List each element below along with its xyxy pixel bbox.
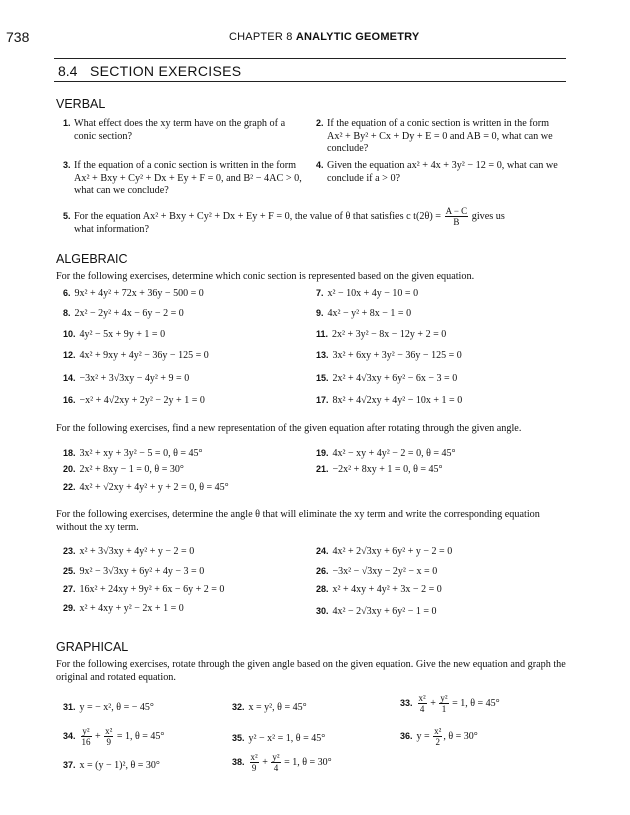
- fraction: [104, 726, 113, 747]
- exercise-number: 6.: [63, 288, 71, 298]
- exercise-13: [316, 349, 462, 362]
- equation: 2x² + 8xy − 1 = 0, θ = 30°: [79, 464, 184, 475]
- fraction-denominator: 4: [419, 704, 425, 714]
- exercise-number: 29.: [63, 603, 76, 613]
- exercise-31: [63, 701, 154, 714]
- exercise-number: 2.: [316, 118, 324, 128]
- equation: 2x² − 2y² + 4x − 6y − 2 = 0: [74, 308, 184, 319]
- exercise-number: 16.: [63, 395, 76, 405]
- section-number: 8.4: [58, 63, 78, 79]
- equation: 16x² + 24xy + 9y² + 6x − 6y + 2 = 0: [79, 584, 225, 595]
- exercise-number: 3.: [63, 160, 71, 170]
- exercise-number: 14.: [63, 373, 76, 383]
- exercise-number: 24.: [316, 546, 329, 556]
- exercise-20: [63, 463, 184, 476]
- exercise-number: 23.: [63, 546, 76, 556]
- exercise-number: 32.: [232, 702, 245, 712]
- equation: y = − x², θ = − 45°: [79, 702, 154, 713]
- exercise-number: 10.: [63, 329, 76, 339]
- exercise-number: 17.: [316, 395, 329, 405]
- algebraic-intro-2: For the following exercises, find a new representation of the given equation after rotating through the given angle.: [56, 423, 522, 434]
- exercise-number: 11.: [316, 329, 329, 339]
- equation: 4x² + 9xy + 4y² − 36y − 125 = 0: [79, 350, 209, 361]
- fraction-denominator: 4: [273, 763, 279, 773]
- exercise-14: [63, 372, 189, 385]
- exercise-number: 22.: [63, 482, 76, 492]
- fraction-numerator: y²: [272, 752, 280, 762]
- exercise-number: 27.: [63, 584, 76, 594]
- fraction: [439, 693, 448, 714]
- exercise-27: [63, 583, 224, 596]
- exercise-37: [63, 759, 160, 772]
- equation-rest: , θ = 30°: [443, 730, 478, 742]
- equation-rest: = 1, θ = 45°: [452, 697, 500, 709]
- algebraic-heading: ALGEBRAIC: [56, 252, 128, 266]
- exercise-32: [232, 701, 307, 714]
- exercise-25: [63, 565, 204, 578]
- exercise-text-part-b: gives us: [471, 210, 505, 222]
- operator: +: [262, 756, 268, 768]
- exercise-12: [63, 349, 209, 362]
- fraction-numerator: y²: [440, 693, 448, 703]
- exercise-number: 9.: [316, 308, 324, 318]
- exercise-number: 12.: [63, 350, 76, 360]
- equation: x² + 4xy + y² − 2x + 1 = 0: [79, 603, 184, 614]
- equation: 8x² + 4√2xy + 4y² − 10x + 1 = 0: [332, 395, 463, 406]
- exercise-number: 7.: [316, 288, 324, 298]
- exercise-number: 35.: [232, 733, 245, 743]
- exercise-7: [316, 287, 418, 300]
- exercise-17: [316, 394, 462, 407]
- equation: 4x² + 2√3xy + 6y² + y − 2 = 0: [332, 546, 453, 557]
- algebraic-intro-1: For the following exercises, determine which conic section is represented based on the given equation.: [56, 271, 475, 282]
- exercise-33: [400, 693, 500, 714]
- fraction-denominator: B: [453, 217, 460, 227]
- exercise-number: 13.: [316, 350, 329, 360]
- operator: +: [95, 730, 101, 742]
- equation: 4x² + √2xy + 4y² + y + 2 = 0, θ = 45°: [79, 482, 229, 493]
- exercise-30: [316, 605, 437, 618]
- graphical-heading: GRAPHICAL: [56, 640, 129, 654]
- fraction-denominator: 9: [251, 763, 257, 773]
- fraction: [81, 726, 92, 747]
- equation: −x² + 4√2xy + 2y² − 2y + 1 = 0: [79, 395, 205, 406]
- exercise-number: 38.: [232, 756, 245, 767]
- fraction-denominator: 1: [441, 704, 447, 714]
- exercise-text: Given the equation ax² + 4x + 3y² − 12 = 0, what can we conclude if a > 0?: [327, 160, 558, 184]
- exercise-number: 20.: [63, 464, 76, 474]
- fraction: [418, 693, 427, 714]
- fraction: [271, 752, 280, 773]
- exercise-15: [316, 372, 457, 385]
- equation: 9x² − 3√3xy + 6y² + 4y − 3 = 0: [79, 566, 205, 577]
- equation: −3x² + 3√3xy − 4y² + 9 = 0: [79, 373, 190, 384]
- exercise-number: 5.: [63, 211, 71, 221]
- page-number: 738: [6, 29, 30, 45]
- exercise-number: 4.: [316, 160, 324, 170]
- equation: x = y², θ = 45°: [248, 702, 307, 713]
- exercise-number: 21.: [316, 464, 329, 474]
- exercise-number: 1.: [63, 118, 71, 128]
- exercise-number: 34.: [63, 730, 76, 741]
- exercise-24: [316, 545, 452, 558]
- exercise-number: 28.: [316, 584, 329, 594]
- fraction-denominator: 9: [106, 737, 111, 747]
- equation: −2x² + 8xy + 1 = 0, θ = 45°: [332, 464, 443, 475]
- exercise-36: [400, 726, 478, 747]
- fraction-numerator: x²: [434, 726, 442, 736]
- fraction: [250, 752, 259, 773]
- equation: y² − x² = 1, θ = 45°: [248, 733, 326, 744]
- exercise-6: [63, 287, 204, 300]
- fraction-numerator: x²: [250, 752, 258, 762]
- fraction-numerator: x²: [105, 726, 113, 736]
- equation-rest: = 1, θ = 45°: [116, 730, 165, 742]
- exercise-38: [232, 752, 332, 773]
- exercise-19: [316, 447, 456, 460]
- exercise-text: What effect does the xy term have on the graph of a conic section?: [74, 118, 286, 142]
- exercise-number: 33.: [400, 697, 413, 708]
- exercise-35: [232, 732, 325, 745]
- equation: 2x² + 3y² − 8x − 12y + 2 = 0: [332, 329, 447, 340]
- equation: x² − 10x + 4y − 10 = 0: [327, 288, 419, 299]
- exercise-26: [316, 565, 437, 578]
- equation: 4x² − xy + 4y² − 2 = 0, θ = 45°: [332, 448, 456, 459]
- fraction-numerator: x²: [418, 693, 426, 703]
- section-rule-top: [54, 58, 566, 59]
- equation: 3x² + xy + 3y² − 5 = 0, θ = 45°: [79, 448, 203, 459]
- fraction-numerator: A − C: [445, 206, 468, 216]
- exercise-21: [316, 463, 443, 476]
- section-rule-bottom: [54, 81, 566, 82]
- exercise-number: 36.: [400, 730, 413, 741]
- verbal-heading: VERBAL: [56, 97, 106, 111]
- exercise-3: [63, 160, 303, 198]
- exercise-10: [63, 328, 165, 341]
- equation: 4x² − y² + 8x − 1 = 0: [327, 308, 412, 319]
- fraction-numerator: y²: [82, 726, 90, 736]
- exercise-text: If the equation of a conic section is written in the form Ax² + By² + Cx + Dy + E = 0 and AB = 0, what can we conclude?: [327, 118, 553, 154]
- equation: 2x² + 4√3xy + 6y² − 6x − 3 = 0: [332, 373, 458, 384]
- fraction-denominator: 2: [435, 737, 440, 747]
- exercise-28: [316, 583, 442, 596]
- equation: x² + 4xy + 4y² + 3x − 2 = 0: [332, 584, 442, 595]
- algebraic-intro-3: For the following exercises, determine the angle θ that will eliminate the xy term and write the corresponding equation without the xy term.: [56, 509, 540, 533]
- fraction: [433, 726, 442, 747]
- exercise-number: 18.: [63, 448, 76, 458]
- section-title: SECTION EXERCISES: [90, 63, 242, 79]
- exercise-2: [316, 118, 566, 156]
- exercise-text: If the equation of a conic section is written in the form Ax² + Bxy + Cy² + Dx + Ey + F = 0, and B² − 4AC > 0, what can we conclude?: [74, 160, 302, 196]
- exercise-number: 15.: [316, 373, 329, 383]
- equation: x = (y − 1)², θ = 30°: [79, 760, 160, 771]
- fraction: [445, 206, 469, 227]
- equation-lead: y =: [416, 730, 430, 742]
- exercise-number: 31.: [63, 702, 76, 712]
- equation: 9x² + 4y² + 72x + 36y − 500 = 0: [74, 288, 204, 299]
- chapter-title: ANALYTIC GEOMETRY: [295, 31, 420, 43]
- fraction-denominator: 16: [81, 737, 91, 747]
- exercise-number: 8.: [63, 308, 71, 318]
- exercise-34: [63, 726, 164, 747]
- exercise-18: [63, 447, 203, 460]
- exercise-29: [63, 602, 184, 615]
- equation: −3x² − √3xy − 2y² − x = 0: [332, 566, 438, 577]
- chapter-prefix: CHAPTER 8: [229, 31, 293, 43]
- graphical-intro: For the following exercises, rotate through the given angle based on the given equation. Give the new equation and graph the original and rotated equation.: [56, 659, 566, 683]
- exercise-number: 25.: [63, 566, 76, 576]
- exercise-1: [63, 118, 303, 143]
- exercise-number: 19.: [316, 448, 329, 458]
- exercise-23: [63, 545, 194, 558]
- equation: 3x² + 6xy + 3y² − 36y − 125 = 0: [332, 350, 462, 361]
- exercise-4: [316, 160, 566, 185]
- exercise-16: [63, 394, 205, 407]
- exercise-number: 30.: [316, 606, 329, 616]
- equation-rest: = 1, θ = 30°: [284, 756, 332, 768]
- exercise-22: [63, 481, 229, 494]
- equation: x² + 3√3xy + 4y² + y − 2 = 0: [79, 546, 195, 557]
- equation: 4x² − 2√3xy + 6y² − 1 = 0: [332, 606, 437, 617]
- exercise-11: [316, 328, 446, 341]
- exercise-8: [63, 307, 184, 320]
- exercise-number: 26.: [316, 566, 329, 576]
- exercise-number: 37.: [63, 760, 76, 770]
- exercise-5: [63, 206, 568, 237]
- equation: 4y² − 5x + 9y + 1 = 0: [79, 329, 166, 340]
- chapter-header: [229, 31, 419, 43]
- exercise-text-continued: what information?: [74, 224, 149, 235]
- exercise-9: [316, 307, 411, 320]
- exercise-text-part-a: For the equation Ax² + Bxy + Cy² + Dx + Ey + F = 0, the value of θ that satisfies c t(2θ) =: [74, 210, 442, 222]
- operator: +: [430, 697, 436, 709]
